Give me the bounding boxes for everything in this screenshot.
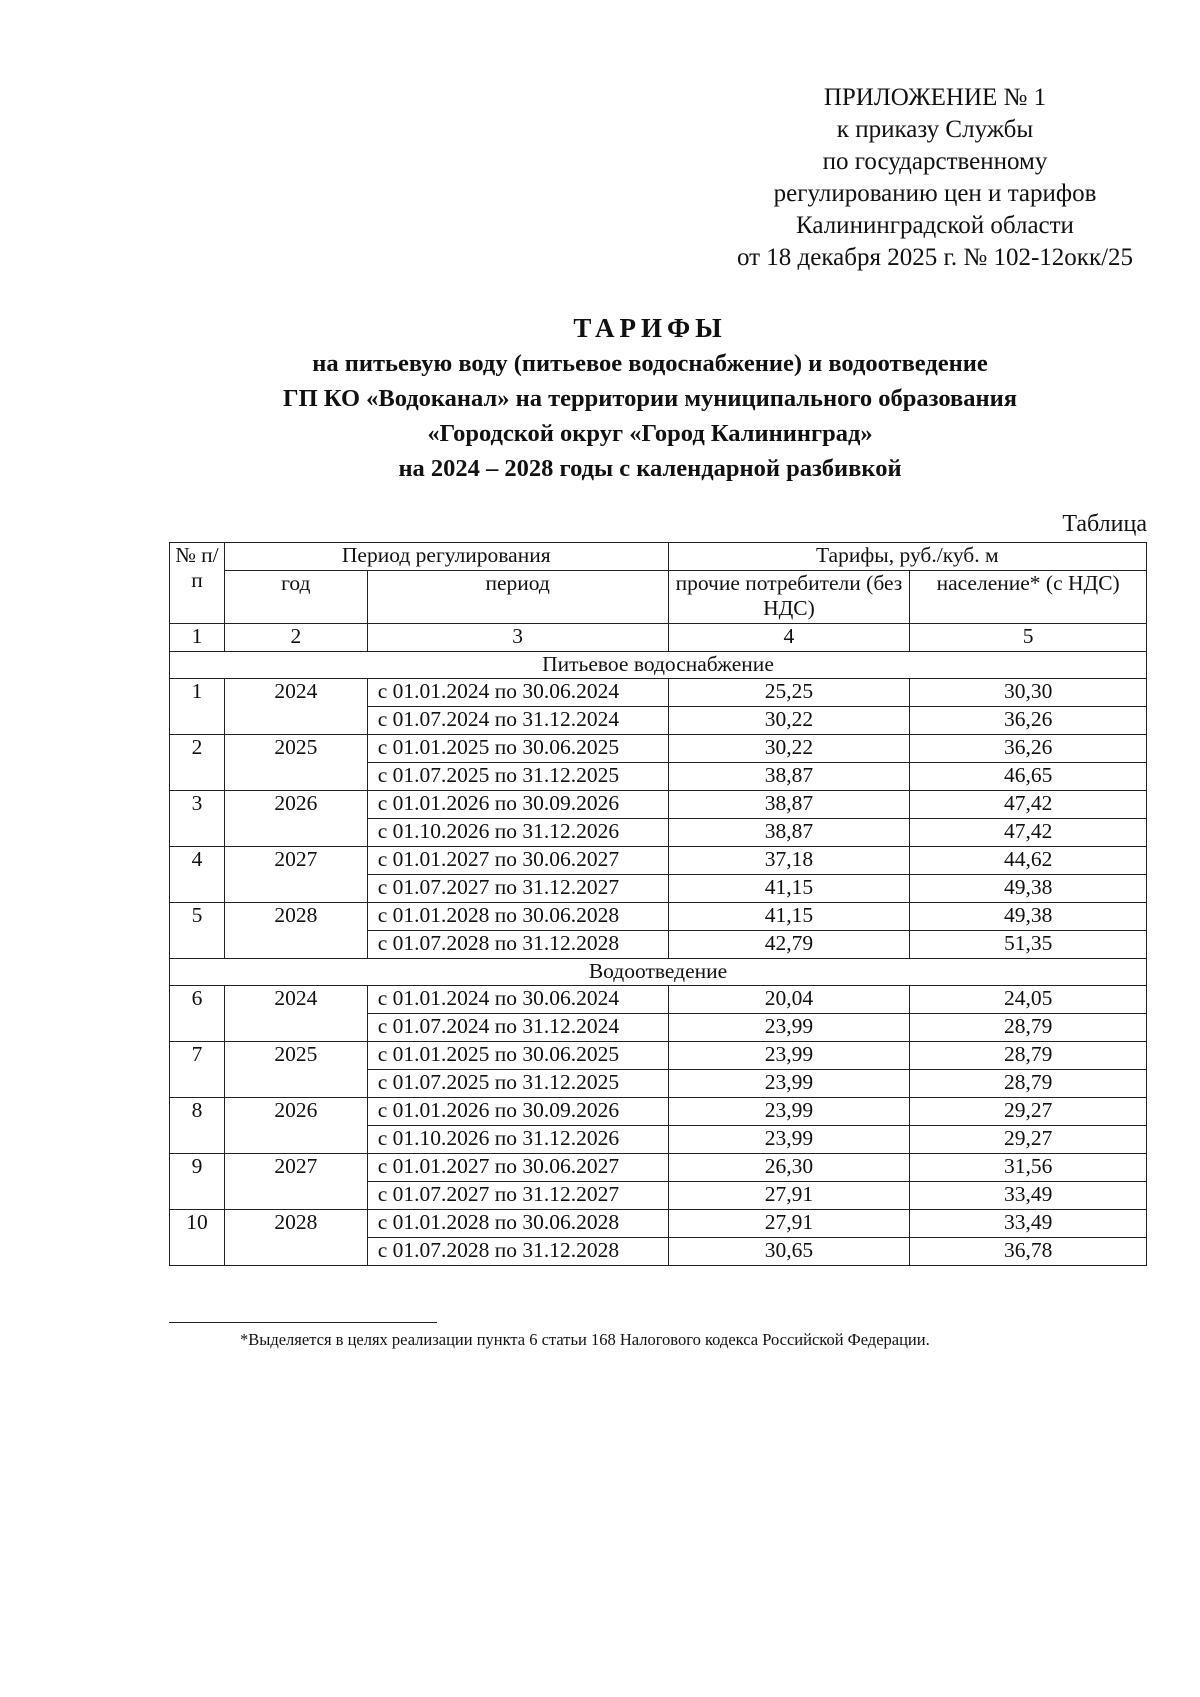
tariff-population: 33,49 xyxy=(910,1182,1147,1210)
row-number: 6 xyxy=(170,986,225,1042)
column-number: 4 xyxy=(668,624,910,652)
tariff-population: 24,05 xyxy=(910,986,1147,1014)
title-line: «Городской округ «Город Калининград» xyxy=(427,420,873,447)
title-line: ГП КО «Водоканал» на территории муниципального образования xyxy=(283,385,1017,412)
row-year: 2025 xyxy=(224,735,367,791)
row-year: 2025 xyxy=(224,1042,367,1098)
row-period: с 01.01.2025 по 30.06.2025 xyxy=(367,735,668,763)
header-population: население* (с НДС) xyxy=(910,571,1147,624)
appendix-header xyxy=(650,82,1200,274)
tariff-population: 49,38 xyxy=(910,903,1147,931)
table-row xyxy=(170,679,1147,707)
row-number: 8 xyxy=(170,1098,225,1154)
row-year: 2027 xyxy=(224,847,367,903)
title-line: на 2024 – 2028 годы с календарной разбивкой xyxy=(398,455,902,482)
row-period: с 01.07.2027 по 31.12.2027 xyxy=(367,875,668,903)
row-period: с 01.01.2026 по 30.09.2026 xyxy=(367,1098,668,1126)
row-number: 9 xyxy=(170,1154,225,1210)
tariff-population: 31,56 xyxy=(910,1154,1147,1182)
tariffs-table xyxy=(169,542,1147,1266)
tariff-other: 38,87 xyxy=(668,763,910,791)
row-period: с 01.07.2028 по 31.12.2028 xyxy=(367,931,668,959)
tariff-population: 36,26 xyxy=(910,707,1147,735)
row-period: с 01.07.2025 по 31.12.2025 xyxy=(367,763,668,791)
tariff-population: 29,27 xyxy=(910,1098,1147,1126)
row-number: 3 xyxy=(170,791,225,847)
tariff-other: 30,22 xyxy=(668,735,910,763)
tariff-other: 23,99 xyxy=(668,1042,910,1070)
appendix-line: ПРИЛОЖЕНИЕ № 1 xyxy=(823,84,1047,111)
tariff-other: 38,87 xyxy=(668,819,910,847)
tariff-other: 25,25 xyxy=(668,679,910,707)
row-period: с 01.01.2027 по 30.06.2027 xyxy=(367,1154,668,1182)
row-period: с 01.01.2025 по 30.06.2025 xyxy=(367,1042,668,1070)
row-period: с 01.01.2026 по 30.09.2026 xyxy=(367,791,668,819)
row-year: 2027 xyxy=(224,1154,367,1210)
tariff-other: 30,65 xyxy=(668,1238,910,1266)
appendix-line: регулированию цен и тарифов xyxy=(773,180,1097,207)
tariff-population: 49,38 xyxy=(910,875,1147,903)
column-number: 2 xyxy=(224,624,367,652)
footnote: *Выделяется в целях реализации пункта 6 статьи 168 Налогового кодекса Российской Федерации. xyxy=(240,1330,930,1349)
header-period: период xyxy=(367,571,668,624)
tariff-other: 26,30 xyxy=(668,1154,910,1182)
tariff-population: 44,62 xyxy=(910,847,1147,875)
row-period: с 01.07.2024 по 31.12.2024 xyxy=(367,1014,668,1042)
tariff-other: 37,18 xyxy=(668,847,910,875)
table-caption: Таблица xyxy=(1062,511,1147,537)
column-number: 5 xyxy=(910,624,1147,652)
appendix-line: от 18 декабря 2025 г. № 102-12окк/25 xyxy=(736,244,1134,271)
tariff-population: 36,78 xyxy=(910,1238,1147,1266)
header-regulation-period: Период регулирования xyxy=(224,543,668,571)
table-header-row xyxy=(170,571,1147,624)
tariff-other: 41,15 xyxy=(668,875,910,903)
row-period: с 01.07.2025 по 31.12.2025 xyxy=(367,1070,668,1098)
tariff-population: 28,79 xyxy=(910,1070,1147,1098)
tariff-population: 47,42 xyxy=(910,791,1147,819)
column-number: 3 xyxy=(367,624,668,652)
appendix-line: Калининградской области xyxy=(796,212,1074,239)
header-other-consumers: прочие потребители (без НДС) xyxy=(668,571,910,624)
tariff-other: 23,99 xyxy=(668,1014,910,1042)
column-number: 1 xyxy=(170,624,225,652)
tariff-other: 42,79 xyxy=(668,931,910,959)
row-number: 5 xyxy=(170,903,225,959)
tariff-population: 46,65 xyxy=(910,763,1147,791)
row-period: с 01.01.2028 по 30.06.2028 xyxy=(367,903,668,931)
section-label: Питьевое водоснабжение xyxy=(170,652,1147,679)
tariff-other: 27,91 xyxy=(668,1182,910,1210)
tariff-population: 33,49 xyxy=(910,1210,1147,1238)
row-period: с 01.07.2028 по 31.12.2028 xyxy=(367,1238,668,1266)
table-header-row xyxy=(170,543,1147,571)
row-year: 2024 xyxy=(224,986,367,1042)
tariff-population: 29,27 xyxy=(910,1126,1147,1154)
appendix-line: по государственному xyxy=(822,148,1048,175)
tariff-other: 23,99 xyxy=(668,1126,910,1154)
tariff-other: 38,87 xyxy=(668,791,910,819)
page-title: ТАРИФЫ xyxy=(573,313,727,343)
tariff-population: 36,26 xyxy=(910,735,1147,763)
table-row xyxy=(170,735,1147,763)
row-year: 2026 xyxy=(224,1098,367,1154)
row-year: 2028 xyxy=(224,1210,367,1266)
tariff-other: 23,99 xyxy=(668,1098,910,1126)
table-row xyxy=(170,1210,1147,1238)
row-number: 10 xyxy=(170,1210,225,1266)
table-row xyxy=(170,1154,1147,1182)
row-number: 7 xyxy=(170,1042,225,1098)
title-line: на питьевую воду (питьевое водоснабжение) и водоотведение xyxy=(312,350,988,377)
table-row xyxy=(170,1042,1147,1070)
tariff-other: 30,22 xyxy=(668,707,910,735)
table-row xyxy=(170,986,1147,1014)
table-row xyxy=(170,791,1147,819)
row-number: 4 xyxy=(170,847,225,903)
row-period: с 01.10.2026 по 31.12.2026 xyxy=(367,819,668,847)
tariff-population: 51,35 xyxy=(910,931,1147,959)
header-num: № п/п xyxy=(170,543,225,624)
column-number-row xyxy=(170,624,1147,652)
row-period: с 01.01.2028 по 30.06.2028 xyxy=(367,1210,668,1238)
tariff-population: 47,42 xyxy=(910,819,1147,847)
tariff-population: 28,79 xyxy=(910,1014,1147,1042)
row-period: с 01.10.2026 по 31.12.2026 xyxy=(367,1126,668,1154)
row-year: 2026 xyxy=(224,791,367,847)
tariff-population: 28,79 xyxy=(910,1042,1147,1070)
table-row xyxy=(170,903,1147,931)
row-period: с 01.01.2024 по 30.06.2024 xyxy=(367,679,668,707)
row-period: с 01.01.2024 по 30.06.2024 xyxy=(367,986,668,1014)
tariff-other: 41,15 xyxy=(668,903,910,931)
row-period: с 01.07.2024 по 31.12.2024 xyxy=(367,707,668,735)
table-row xyxy=(170,847,1147,875)
tariff-other: 20,04 xyxy=(668,986,910,1014)
tariff-other: 27,91 xyxy=(668,1210,910,1238)
section-label: Водоотведение xyxy=(170,959,1147,986)
appendix-line: к приказу Службы xyxy=(836,116,1034,143)
footnote-divider xyxy=(169,1322,437,1323)
row-year: 2028 xyxy=(224,903,367,959)
row-year: 2024 xyxy=(224,679,367,735)
row-period: с 01.01.2027 по 30.06.2027 xyxy=(367,847,668,875)
tariff-other: 23,99 xyxy=(668,1070,910,1098)
row-number: 2 xyxy=(170,735,225,791)
row-number: 1 xyxy=(170,679,225,735)
header-tariffs: Тарифы, руб./куб. м xyxy=(668,543,1146,571)
section-row xyxy=(170,959,1147,986)
header-year: год xyxy=(224,571,367,624)
section-row xyxy=(170,652,1147,679)
row-period: с 01.07.2027 по 31.12.2027 xyxy=(367,1182,668,1210)
table-row xyxy=(170,1098,1147,1126)
tariff-population: 30,30 xyxy=(910,679,1147,707)
document-title xyxy=(150,310,1150,486)
